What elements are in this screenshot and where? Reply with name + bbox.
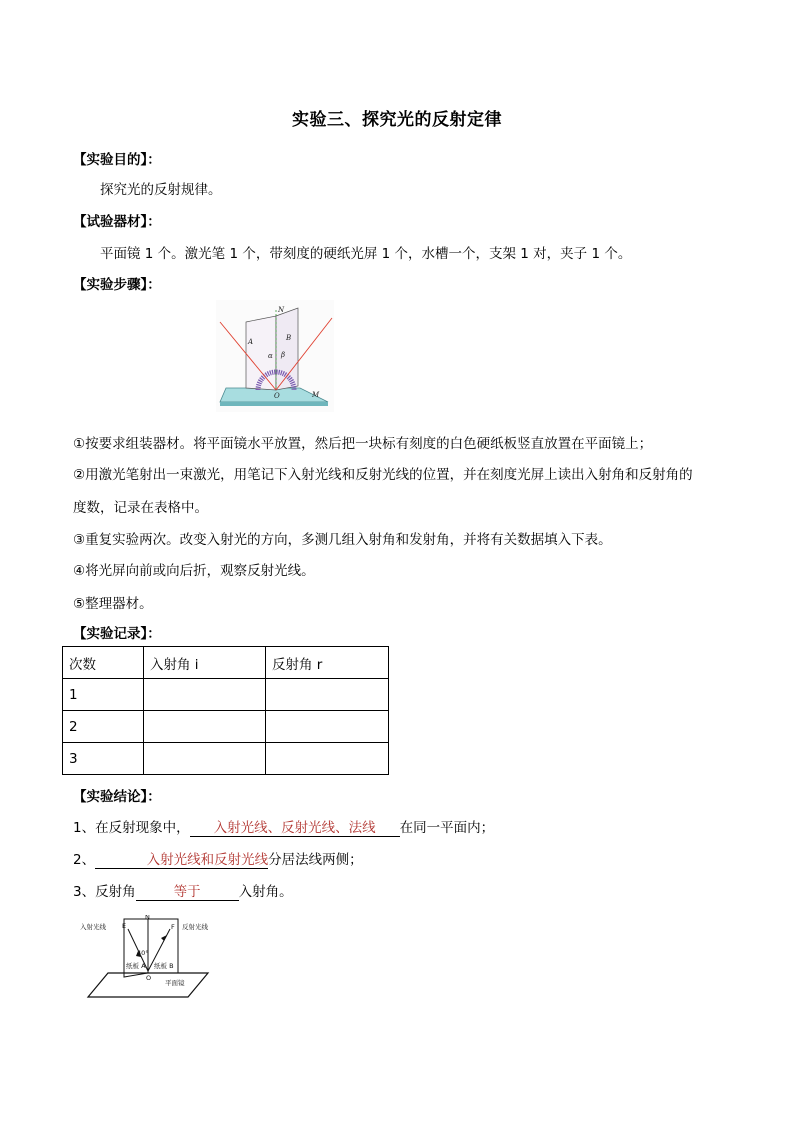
- header-count: 次数: [63, 647, 144, 679]
- table-header-row: [63, 647, 389, 679]
- conclusion-1: [73, 816, 494, 837]
- label-b: B: [286, 334, 292, 342]
- reflected-arrowhead: [161, 935, 167, 941]
- label-m: M: [312, 391, 320, 399]
- table-row: [63, 679, 389, 711]
- label-a: A: [248, 338, 254, 346]
- conclusion-1-answer: 入射光线、反射光线、法线: [190, 820, 400, 837]
- board-b: [276, 308, 298, 390]
- label-n: N: [278, 306, 285, 314]
- row-2-reflection: [266, 711, 389, 743]
- label-board-a: 纸板 A: [126, 962, 146, 970]
- conclusion-1-prefix: 1、在反射现象中，: [73, 820, 190, 836]
- conclusion-3-suffix: 入射角。: [238, 884, 293, 900]
- materials-heading: 【试验器材】：: [73, 214, 161, 230]
- record-table: [62, 646, 389, 775]
- step-3: ③重复实验两次。改变入射光的方向，多测几组入射角和发射角，并将有关数据填入下表。: [73, 532, 612, 548]
- row-3-count: 3: [63, 743, 144, 775]
- conclusion-3-prefix: 3、反射角: [73, 884, 136, 900]
- row-2-incidence: [144, 711, 266, 743]
- row-3-incidence: [144, 743, 266, 775]
- step-5: ⑤整理器材。: [73, 596, 153, 612]
- step-1: ①按要求组装器材。将平面镜水平放置，然后把一块标有刻度的白色硬纸板竖直放置在平面镜上；: [73, 436, 653, 452]
- label-e: E: [122, 922, 127, 930]
- reflection-diagram-figure: [80, 915, 240, 1000]
- header-reflection-angle: 反射角 r: [266, 647, 389, 679]
- record-heading: 【实验记录】：: [73, 626, 161, 642]
- conclusion-2: [73, 848, 363, 869]
- label-incident-ray: 入射光线: [80, 923, 106, 931]
- label-alpha: α: [268, 352, 273, 360]
- conclusion-3: [73, 880, 293, 901]
- materials-text: 平面镜 1 个。激光笔 1 个，带刻度的硬纸光屏 1 个，水槽一个，支架 1 对，夹子 1 个。: [100, 246, 632, 262]
- step-4: ④将光屏向前或向后折，观察反射光线。: [73, 563, 315, 579]
- conclusion-2-answer: 入射光线和反射光线: [95, 852, 268, 869]
- step-2: ②用激光笔射出一束激光，用笔记下入射光线和反射光线的位置，并在刻度光屏上读出入射角和反射角的: [73, 467, 693, 483]
- label-mirror: 平面镜: [165, 979, 185, 987]
- label-o: O: [274, 392, 280, 400]
- table-row: [63, 743, 389, 775]
- label-n: N: [145, 915, 150, 921]
- row-1-count: 1: [63, 679, 144, 711]
- row-3-reflection: [266, 743, 389, 775]
- conclusion-1-suffix: 在同一平面内；: [399, 820, 495, 836]
- row-1-incidence: [144, 679, 266, 711]
- label-o: O: [146, 974, 152, 982]
- label-angle: 40°: [137, 949, 149, 957]
- label-beta: β: [281, 351, 286, 359]
- label-f: F: [171, 923, 175, 931]
- row-2-count: 2: [63, 711, 144, 743]
- purpose-text: 探究光的反射规律。: [100, 182, 222, 198]
- steps-heading: 【实验步骤】：: [73, 277, 161, 293]
- conclusion-2-suffix: 分居法线两侧；: [268, 852, 363, 868]
- reflection-apparatus-figure: [216, 300, 334, 412]
- header-incidence-angle: 入射角 i: [144, 647, 266, 679]
- page-title: 实验三、探究光的反射定律: [292, 110, 502, 130]
- row-1-reflection: [266, 679, 389, 711]
- purpose-heading: 【实验目的】：: [73, 152, 161, 168]
- conclusion-heading: 【实验结论】：: [73, 789, 161, 805]
- conclusion-2-prefix: 2、: [73, 852, 96, 868]
- label-reflected-ray: 反射光线: [182, 923, 208, 931]
- step-2-continued: 度数，记录在表格中。: [73, 500, 208, 516]
- label-board-b: 纸板 B: [154, 962, 174, 970]
- mirror-edge: [220, 402, 328, 406]
- conclusion-3-answer: 等于: [136, 884, 239, 901]
- table-row: [63, 711, 389, 743]
